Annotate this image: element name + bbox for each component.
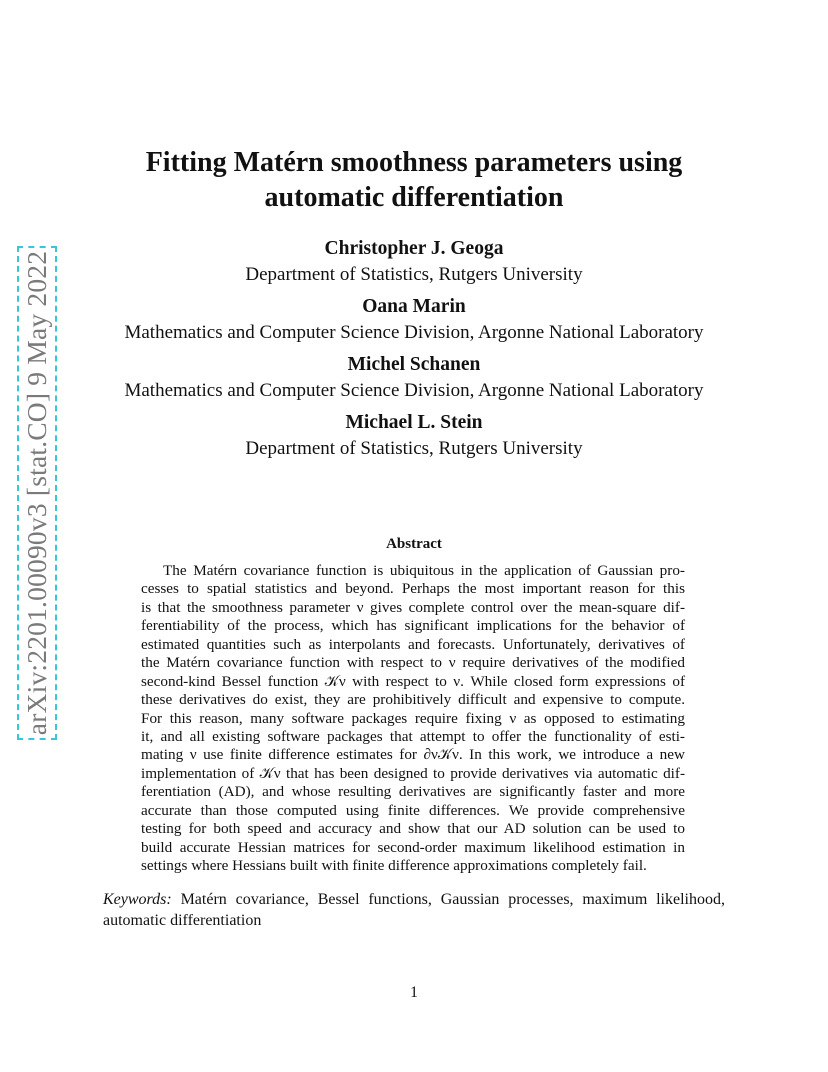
keywords-line: automatic differentiation — [103, 911, 262, 929]
author-affiliation: Department of Statistics, Rutgers University — [245, 438, 583, 459]
author-affiliation: Department of Statistics, Rutgers University — [245, 264, 583, 285]
abstract-line: cesses to spatial statistics and beyond. Perhaps the most important reason for this — [141, 580, 685, 598]
abstract-body — [141, 562, 685, 875]
keywords-label: Keywords: — [103, 891, 172, 908]
author-block — [90, 236, 738, 294]
abstract-line: estimated quantities such as interpolants and forecasts. Unfortunately, derivatives of — [141, 635, 685, 653]
author-list — [90, 236, 738, 468]
abstract-line: For this reason, many software packages require fixing ν as opposed to estimating — [141, 709, 685, 727]
abstract-line: second-kind Bessel function 𝒦ν with respect to ν. While closed form expressions of — [141, 672, 685, 690]
paper-title — [90, 145, 738, 215]
abstract-line: settings where Hessians built with finite difference approximations completely fail. — [141, 857, 647, 874]
abstract-line: testing for both speed and accuracy and show that our AD solution can be used to — [141, 820, 685, 838]
author-name: Michel Schanen — [347, 354, 481, 375]
author-block — [90, 294, 738, 352]
author-affiliation: Mathematics and Computer Science Division, Argonne National Laboratory — [124, 380, 704, 401]
abstract-line: accurate than those computed using finite differences. We provide comprehensive — [141, 801, 685, 819]
abstract-line: these derivatives do exist, they are prohibitively difficult and expensive to compute. — [141, 691, 685, 709]
title-line-1: Fitting Matérn smoothness parameters using — [145, 147, 683, 178]
abstract-line: build accurate Hessian matrices for second-order maximum likelihood estimation in — [141, 838, 685, 856]
keywords-text: Matérn covariance, Bessel functions, Gaussian processes, maximum likelihood, — [180, 891, 725, 908]
abstract-line: ferentiation (AD), and whose resulting derivatives are significantly faster and more — [141, 783, 685, 801]
abstract-line: ferentiability of the process, which has significant implications for the behavior of — [141, 617, 685, 635]
abstract-line: is that the smoothness parameter ν gives complete control over the mean-square dif- — [141, 598, 685, 616]
author-affiliation: Mathematics and Computer Science Division, Argonne National Laboratory — [124, 322, 704, 343]
page-number: 1 — [410, 984, 418, 1001]
keywords-section — [103, 890, 725, 931]
keywords-line — [103, 890, 725, 911]
arxiv-identifier: arXiv:2201.00090v3 [stat.CO] 9 May 2022 — [21, 250, 53, 736]
author-name: Christopher J. Geoga — [324, 238, 504, 259]
abstract-line: implementation of 𝒦ν that has been designed to provide derivatives via automatic dif- — [141, 764, 685, 782]
arxiv-stamp[interactable] — [17, 246, 57, 740]
abstract-line: it, and all existing software packages that attempt to offer the functionality of esti- — [141, 727, 685, 745]
abstract-heading: Abstract — [386, 536, 442, 552]
title-line-2: automatic differentiation — [264, 182, 564, 213]
abstract-line: the Matérn covariance function with respect to ν require derivatives of the modified — [141, 654, 685, 672]
author-name: Oana Marin — [362, 296, 466, 317]
author-name: Michael L. Stein — [345, 412, 483, 433]
author-block — [90, 410, 738, 468]
abstract-line: mating ν use finite difference estimates for ∂ν𝒦ν. In this work, we introduce a new — [141, 746, 685, 764]
author-block — [90, 352, 738, 410]
abstract-line: The Matérn covariance function is ubiquitous in the application of Gaussian pro- — [163, 562, 685, 579]
